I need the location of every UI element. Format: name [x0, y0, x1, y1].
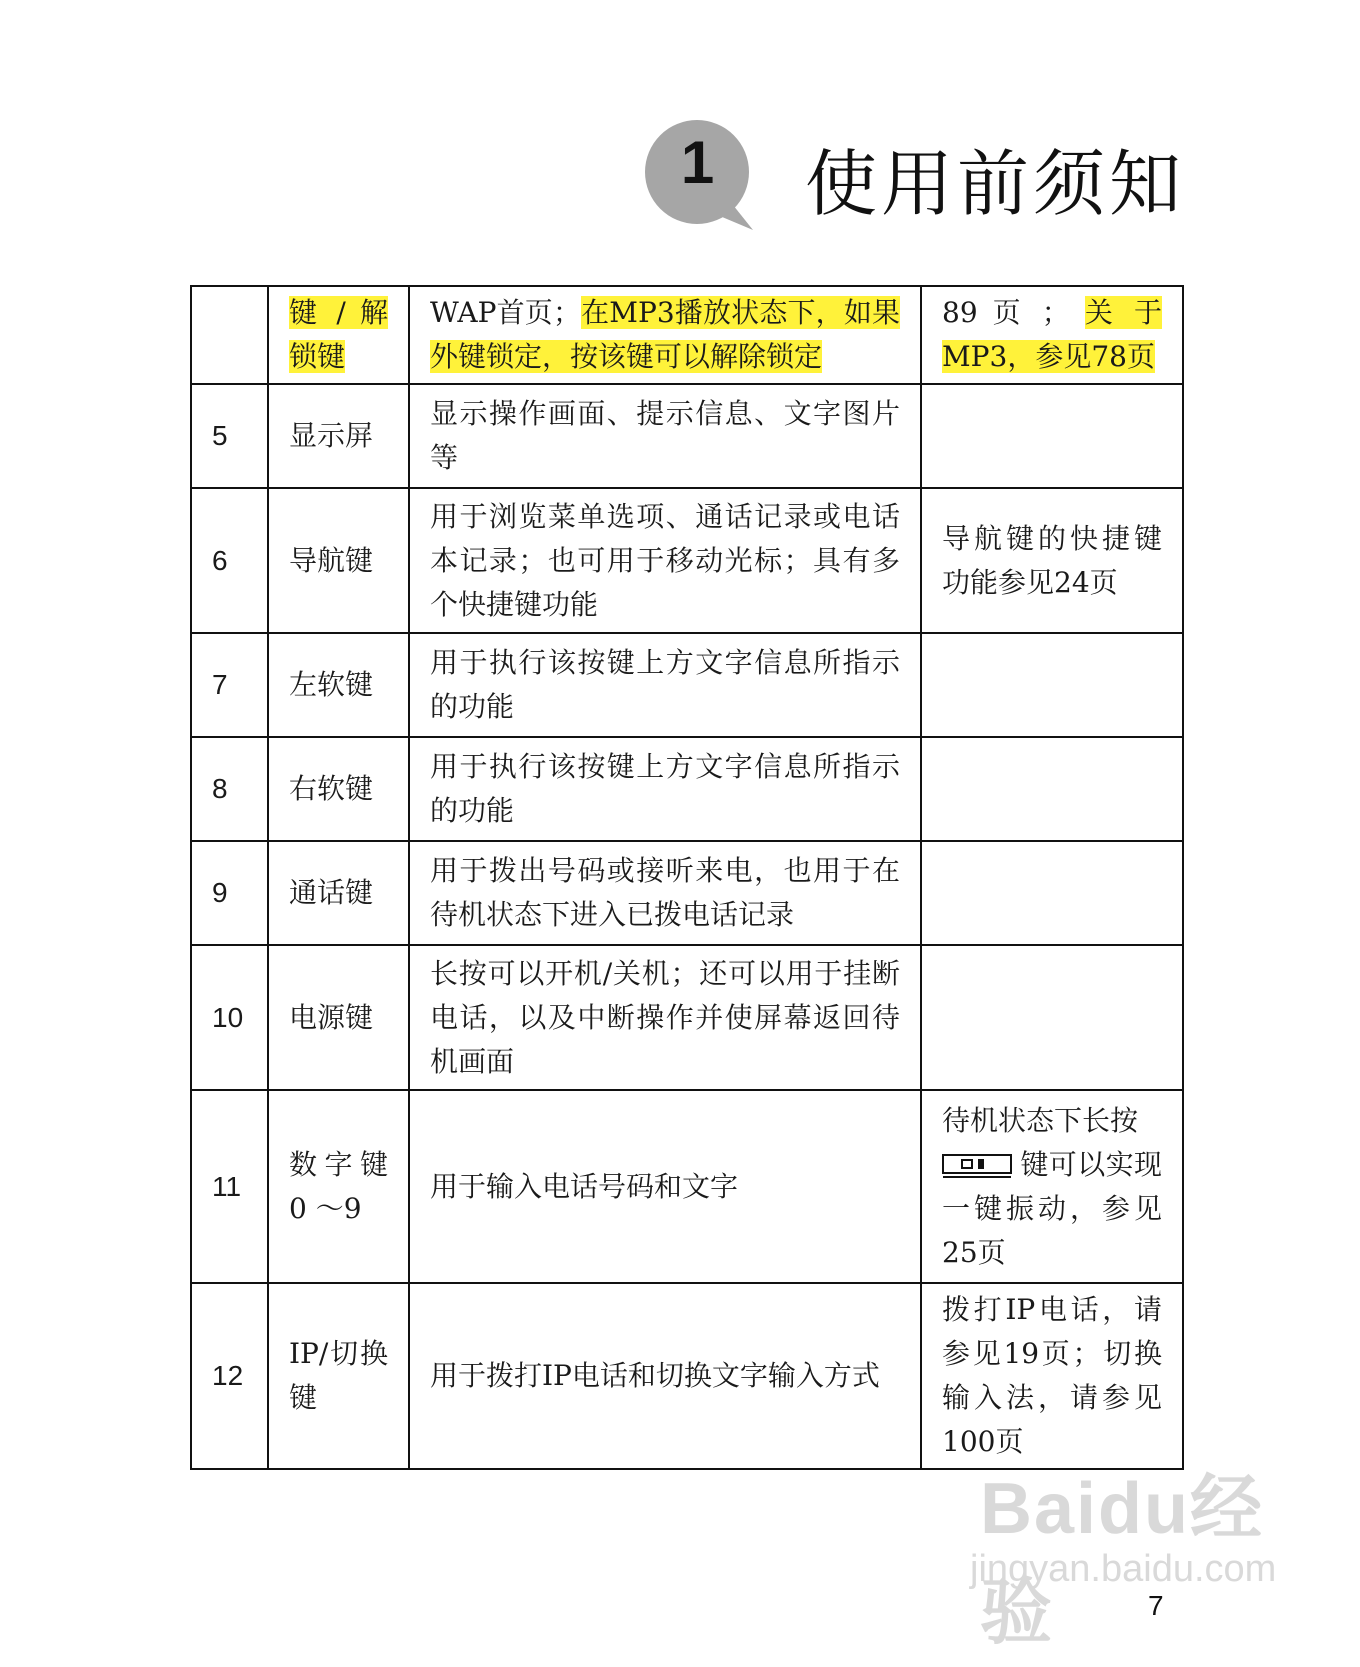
row-number: 9 — [191, 841, 268, 945]
key-name: 通话键 — [268, 841, 409, 945]
key-note — [921, 841, 1183, 945]
chapter-title: 使用前须知 — [805, 142, 1186, 226]
description-plain: WAP首页； — [430, 296, 581, 329]
key-function-table — [190, 285, 1184, 1470]
key-note: 拨打IP电话，请参见19页；切换输入法，请参见100页 — [921, 1283, 1183, 1469]
key-description: 用于拨打IP电话和切换文字输入方式 — [409, 1283, 921, 1469]
table-row — [191, 286, 1183, 384]
hash-key-icon — [942, 1153, 1012, 1179]
watermark — [960, 1450, 1290, 1653]
key-description: 用于输入电话号码和文字 — [409, 1090, 921, 1283]
key-description — [409, 286, 921, 384]
table-row — [191, 488, 1183, 633]
key-description: 用于浏览菜单选项、通话记录或电话本记录；也可用于移动光标；具有多个快捷键功能 — [409, 488, 921, 633]
key-name: 电源键 — [268, 945, 409, 1090]
key-name — [268, 286, 409, 384]
watermark-brand: Baidu经验 — [980, 1469, 1265, 1653]
watermark-url: jingyan.baidu.com — [970, 1548, 1277, 1590]
row-number: 5 — [191, 384, 268, 488]
note-text-after: 键可以实现一键振动，参见25页 — [942, 1147, 1162, 1269]
note-highlight: 关 于MP3，参见78页 — [942, 296, 1162, 373]
key-name: 导航键 — [268, 488, 409, 633]
key-description: 用于执行该按键上方文字信息所指示的功能 — [409, 633, 921, 737]
description-highlight: 在MP3播放状态下，如果外键锁定，按该键可以解除锁定 — [430, 296, 901, 373]
row-number: 8 — [191, 737, 268, 841]
row-number — [191, 286, 268, 384]
chapter-header — [645, 118, 1186, 248]
table-row — [191, 633, 1183, 737]
row-number: 11 — [191, 1090, 268, 1283]
table-row — [191, 945, 1183, 1090]
key-description: 显示操作画面、提示信息、文字图片等 — [409, 384, 921, 488]
chapter-number: 1 — [680, 129, 715, 196]
table-row — [191, 841, 1183, 945]
table-row — [191, 1090, 1183, 1283]
key-note — [921, 633, 1183, 737]
row-number: 10 — [191, 945, 268, 1090]
table-row — [191, 384, 1183, 488]
key-description: 长按可以开机/关机；还可以用于挂断电话，以及中断操作并使屏幕返回待机画面 — [409, 945, 921, 1090]
key-description: 用于拨出号码或接听来电，也用于在待机状态下进入已拨电话记录 — [409, 841, 921, 945]
note-plain: 89 页 ； — [942, 296, 1070, 329]
note-text-before: 待机状态下长按 — [942, 1103, 1139, 1137]
key-note — [921, 1090, 1183, 1283]
key-name: IP/切换键 — [268, 1283, 409, 1469]
row-number: 6 — [191, 488, 268, 633]
key-note — [921, 945, 1183, 1090]
key-description: 用于执行该按键上方文字信息所指示的功能 — [409, 737, 921, 841]
key-name: 右软键 — [268, 737, 409, 841]
chapter-number-badge — [645, 118, 757, 240]
table-row — [191, 737, 1183, 841]
key-note — [921, 286, 1183, 384]
key-name: 左软键 — [268, 633, 409, 737]
row-number: 12 — [191, 1283, 268, 1469]
key-note — [921, 737, 1183, 841]
key-name-text: 键 / 解锁键 — [289, 296, 388, 373]
key-note: 导航键的快捷键功能参见24页 — [921, 488, 1183, 633]
row-number: 7 — [191, 633, 268, 737]
key-name: 显示屏 — [268, 384, 409, 488]
page-number: 7 — [1148, 1590, 1164, 1621]
key-note — [921, 384, 1183, 488]
key-name: 数字键 0 ～9 — [268, 1090, 409, 1283]
table-row — [191, 1283, 1183, 1469]
